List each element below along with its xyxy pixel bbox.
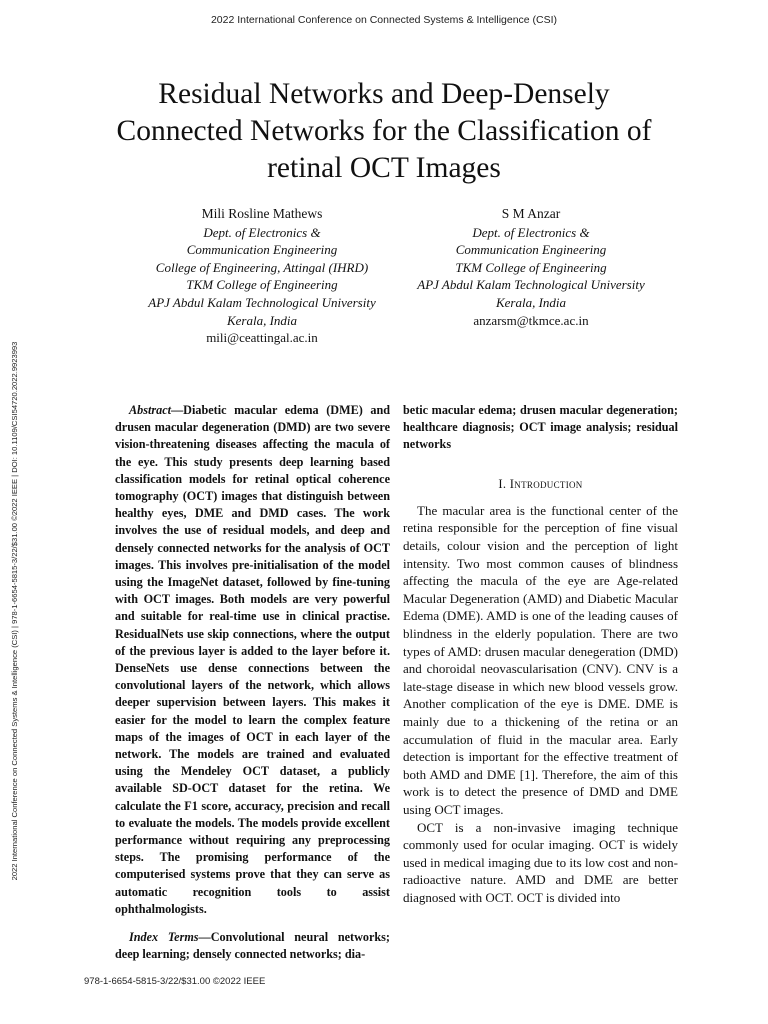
author-affiliation-line: APJ Abdul Kalam Technological University [148,294,376,310]
author-block-1 [120,205,404,347]
author-block-2 [396,205,666,329]
section-title-initial: I [509,476,515,491]
copyright-footer: 978-1-6654-5815-3/22/$31.00 ©2022 IEEE [84,976,266,987]
author-affiliation-line: Communication Engineering [455,242,607,258]
left-column [115,402,390,964]
index-terms-continued: betic macular edema; drusen macular degeneration; healthcare diagnosis; OCT image analysis; residual networks [403,403,678,452]
abstract-label: Abstract [129,403,171,417]
author-email: anzarsm@tkmce.ac.in [473,312,589,328]
body-paragraph: OCT is a non-invasive imaging technique commonly used for ocular imaging. OCT is widely used in medical imaging due to its low cost and non-radioactive nature. AMD and DME are better diagnosed with OCT. OCT is divided into [403,819,678,905]
author-affiliation-line: Kerala, India [226,312,298,328]
section-number: I. [498,476,510,491]
index-terms [115,929,390,963]
conference-header: 2022 International Conference on Connected Systems & Intelligence (CSI) [210,14,558,26]
abstract-dash: — [170,403,184,417]
body-paragraph: The macular area is the functional center of the retina responsible for the perception of fine visual details, colour vision and the perception of light intensity. Two most common causes of blindness affecting the macula of the eye are Age-related Macular Degeneration (AMD) and Diabetic Macular Edema (DME). AMD is one of the leading causes of blindness in the elderly population. There are two types of AMD: drusen macular denegeration (DMD) and choroidal neovascularisation (CNV). CNV is a late-stage disease in which new blood vessels grow. Another complication of the eye is DME. DME is mainly due to a thickening of the retina or an accumulation of fluid in the macular area. Early detection is important for the effective treatment of both AMD and DME [1]. Therefore, the aim of this work is to detect the presence of DMD and DME using OCT images. [403,502,678,817]
section-heading [403,476,678,493]
index-terms-dash: — [198,930,211,945]
author-name: Mili Rosline Mathews [201,206,323,221]
author-affiliation-line: APJ Abdul Kalam Technological University [417,277,645,293]
author-affiliation-line: Dept. of Electronics & [203,224,321,240]
section-title-rest: ntroduction [514,476,583,491]
author-email: mili@ceattingal.ac.in [206,330,318,346]
right-column [403,402,678,906]
abstract [115,402,390,918]
author-name: S M Anzar [501,206,561,221]
author-affiliation-line: Kerala, India [495,294,567,310]
author-affiliation-line: TKM College of Engineering [455,259,607,275]
author-affiliation-line: Dept. of Electronics & [472,224,590,240]
paper-title: Residual Networks and Deep-Densely Connected Networks for the Classification of retinal OCT Images [116,78,652,184]
side-citation: 2022 International Conference on Connected Systems & Intelligence (CSI) | 978-1-6654-5815-3/22/$31.00 ©2022 IEEE | DOI: 10.1109/CSI54720.2022.9923993 [10,341,19,881]
index-terms-text: Convolutional neural networks; deep learning; densely connected networks; dia- [115,930,390,962]
author-affiliation-line: College of Engineering, Attingal (IHRD) [155,259,369,275]
author-affiliation-line: Communication Engineering [186,242,338,258]
index-terms-label: Index Terms [129,930,199,945]
abstract-text: Diabetic macular edema (DME) and drusen macular degeneration (DMD) are two severe vision-threatening diseases affecting the macula of the eye. This study presents deep learning based classification models for retinal optical coherence tomography (OCT) images that distinguish between healthy eyes, DME and DMD cases. The work involves the use of residual models, and deep and densely connected networks for the analysis of OCT images. This involves pre-initialisation of the model using the ImageNet dataset, followed by fine-tuning with OCT images. Both models are very powerful and suitable for real-time use in clinical practise. ResidualNets use skip connections, where the output of the previous layer is added to the layer before it. DenseNets use dense connections between the convolutional layers of the network, which allows deeper supervision between layers. This makes it easier for the model to learn the complex feature maps of the images of OCT in each layer of the network. The models are trained and evaluated using the Mendeley OCT dataset, a publicly available SD-OCT dataset for the retina. We calculate the F1 score, accuracy, precision and recall to evaluate the models. The models provide excellent performance without requiring any preprocessing steps. The promising performance of the computerised systems prove that they can serve as automatic recognition tools to assist ophthalmologists. [115,403,390,916]
author-affiliation-line: TKM College of Engineering [186,277,338,293]
